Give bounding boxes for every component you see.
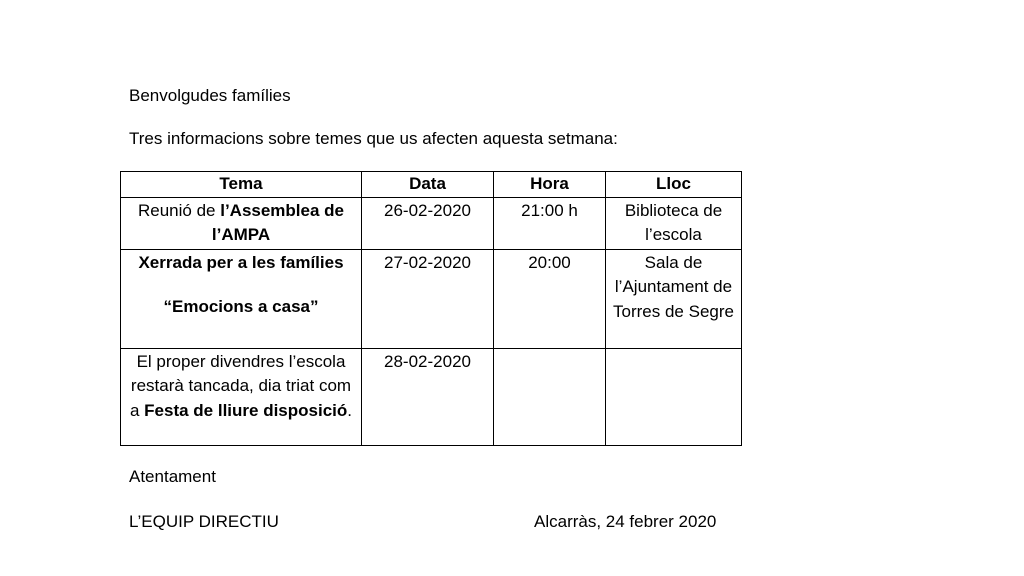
header-hora: Hora xyxy=(494,172,606,198)
table-row xyxy=(121,249,742,348)
table-header-row xyxy=(121,172,742,198)
table-row xyxy=(121,197,742,249)
intro-text: Tres informacions sobre temes que us afecten aquesta setmana: xyxy=(129,129,618,148)
cell-data: 26-02-2020 xyxy=(362,197,494,249)
cell-data: 28-02-2020 xyxy=(362,348,494,445)
tema-bold-line-1: Xerrada per a les famílies xyxy=(138,252,344,272)
signature-text: L’EQUIP DIRECTIU xyxy=(129,512,279,531)
tema-end-text: . xyxy=(347,400,353,420)
tema-bold-line-2: “Emocions a casa” xyxy=(163,297,319,316)
header-data: Data xyxy=(362,172,494,198)
header-tema: Tema xyxy=(121,172,362,198)
place-date-text: Alcarràs, 24 febrer 2020 xyxy=(534,512,717,531)
header-lloc: Lloc xyxy=(606,172,742,198)
tema-bold-text: Festa de lliure disposició xyxy=(144,400,348,420)
closing-text: Atentament xyxy=(129,467,216,486)
cell-tema xyxy=(121,249,362,348)
tema-text: El proper divendres l’escola restarà tancada, dia triat com a xyxy=(129,351,352,420)
events-table xyxy=(120,171,742,446)
cell-tema xyxy=(121,348,362,445)
cell-hora: 20:00 xyxy=(494,249,606,348)
tema-bold-text: l’Assemblea de l’AMPA xyxy=(211,200,344,244)
tema-text: Reunió de xyxy=(137,200,221,220)
cell-lloc xyxy=(606,348,742,445)
table-row xyxy=(121,348,742,445)
paragraph-gap xyxy=(126,275,356,295)
cell-tema xyxy=(121,197,362,249)
cell-data: 27-02-2020 xyxy=(362,249,494,348)
cell-lloc: Biblioteca de l’escola xyxy=(606,197,742,249)
cell-hora: 21:00 h xyxy=(494,197,606,249)
cell-lloc: Sala de l’Ajuntament de Torres de Segre xyxy=(606,249,742,348)
cell-hora xyxy=(494,348,606,445)
greeting-text: Benvolgudes famílies xyxy=(129,86,291,105)
